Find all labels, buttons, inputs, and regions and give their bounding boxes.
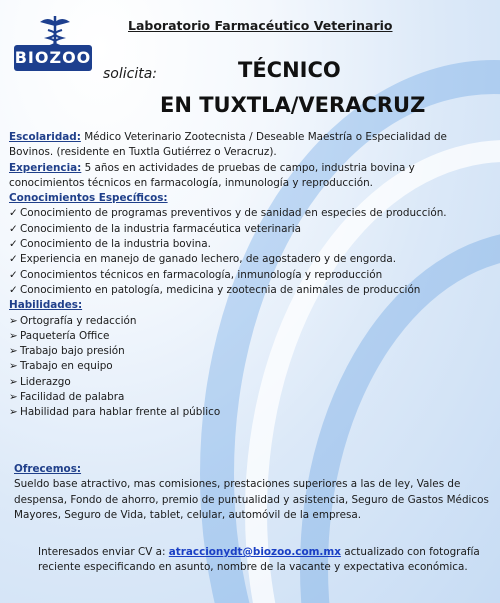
arrow-bullet-icon: ➢ xyxy=(9,314,18,327)
arrow-bullet-icon: ➢ xyxy=(9,345,18,358)
job-title: TÉCNICO xyxy=(238,58,341,82)
contact-section xyxy=(38,545,488,576)
list-item: ➢ Facilidad de palabra xyxy=(9,390,493,405)
caduceus-icon xyxy=(36,14,74,48)
email-link[interactable]: atraccionydt@biozoo.com.mx xyxy=(168,546,341,558)
list-item: ✓ Conocimiento de programas preventivos y de sanidad en especies de producción. xyxy=(9,206,493,221)
check-icon: ✓ xyxy=(9,253,18,266)
escolaridad-label: Escolaridad: xyxy=(9,131,81,143)
arrow-bullet-icon: ➢ xyxy=(9,329,18,342)
list-item: ➢ Trabajo en equipo xyxy=(9,359,493,374)
solicita-label: solicita: xyxy=(103,66,158,82)
list-item: ✓ Conocimiento de la industria bovina. xyxy=(9,237,493,252)
list-item: ✓ Conocimientos técnicos en farmacología, inmunología y reproducción xyxy=(9,268,493,283)
experiencia-section xyxy=(9,161,493,192)
ofrecemos-title: Ofrecemos: xyxy=(14,463,82,475)
escolaridad-section xyxy=(9,130,493,161)
list-item: ✓ Conocimiento de la industria farmacéutica veterinaria xyxy=(9,222,493,237)
arrow-bullet-icon: ➢ xyxy=(9,391,18,404)
check-icon: ✓ xyxy=(9,268,18,281)
biozoo-logo xyxy=(10,14,96,74)
check-icon: ✓ xyxy=(9,238,18,251)
list-item: ➢ Paquetería Office xyxy=(9,329,493,344)
list-item: ✓ Experiencia en manejo de ganado lechero, de agostadero y de engorda. xyxy=(9,252,493,267)
habilidades-title: Habilidades: xyxy=(9,299,83,312)
job-location: EN TUXTLA/VERACRUZ xyxy=(160,93,426,117)
list-item: ➢ Ortografía y redacción xyxy=(9,314,493,329)
logo-text: BIOZOO xyxy=(14,45,92,71)
list-item: ➢ Liderazgo xyxy=(9,375,493,390)
check-icon: ✓ xyxy=(9,283,18,296)
company-header: Laboratorio Farmacéutico Veterinario xyxy=(128,18,393,33)
contact-prefix: Interesados enviar CV a: xyxy=(38,546,169,558)
check-icon: ✓ xyxy=(9,207,18,220)
arrow-bullet-icon: ➢ xyxy=(9,360,18,373)
experiencia-text: 5 años en actividades de pruebas de campo, industria bovina y conocimientos técnicos en farmacología, inmunología y reproducción. xyxy=(9,161,415,189)
arrow-bullet-icon: ➢ xyxy=(9,375,18,388)
contact-suffix: actualizado con fotografía reciente especificando en asunto, nombre de la vacante y expectativa económica. xyxy=(38,546,480,574)
list-item: ➢ Trabajo bajo presión xyxy=(9,344,493,359)
list-item: ✓ Conocimiento en patología, medicina y zootecnia de animales de producción xyxy=(9,283,493,298)
arrow-bullet-icon: ➢ xyxy=(9,406,18,419)
list-item: ➢ Habilidad para hablar frente al público xyxy=(9,405,493,420)
ofrecemos-section xyxy=(14,462,494,523)
experiencia-label: Experiencia: xyxy=(9,161,82,174)
conocimientos-title: Conocimientos Específicos: xyxy=(9,192,168,205)
escolaridad-text: Médico Veterinario Zootecnista / Deseable Maestría o Especialidad de Bovinos. (residente en Tuxtla Gutiérrez o Veracruz). xyxy=(9,131,447,159)
ofrecemos-text: Sueldo base atractivo, mas comisiones, prestaciones superiores a las de ley, Vales de despensa, Fondo de ahorro, premio de puntualidad y asistencia, Seguro de Gastos Médicos Mayores, Seguro de Vida, tablet, celular, automóvil de la empresa. xyxy=(14,478,489,521)
check-icon: ✓ xyxy=(9,222,18,235)
requirements xyxy=(9,130,493,421)
